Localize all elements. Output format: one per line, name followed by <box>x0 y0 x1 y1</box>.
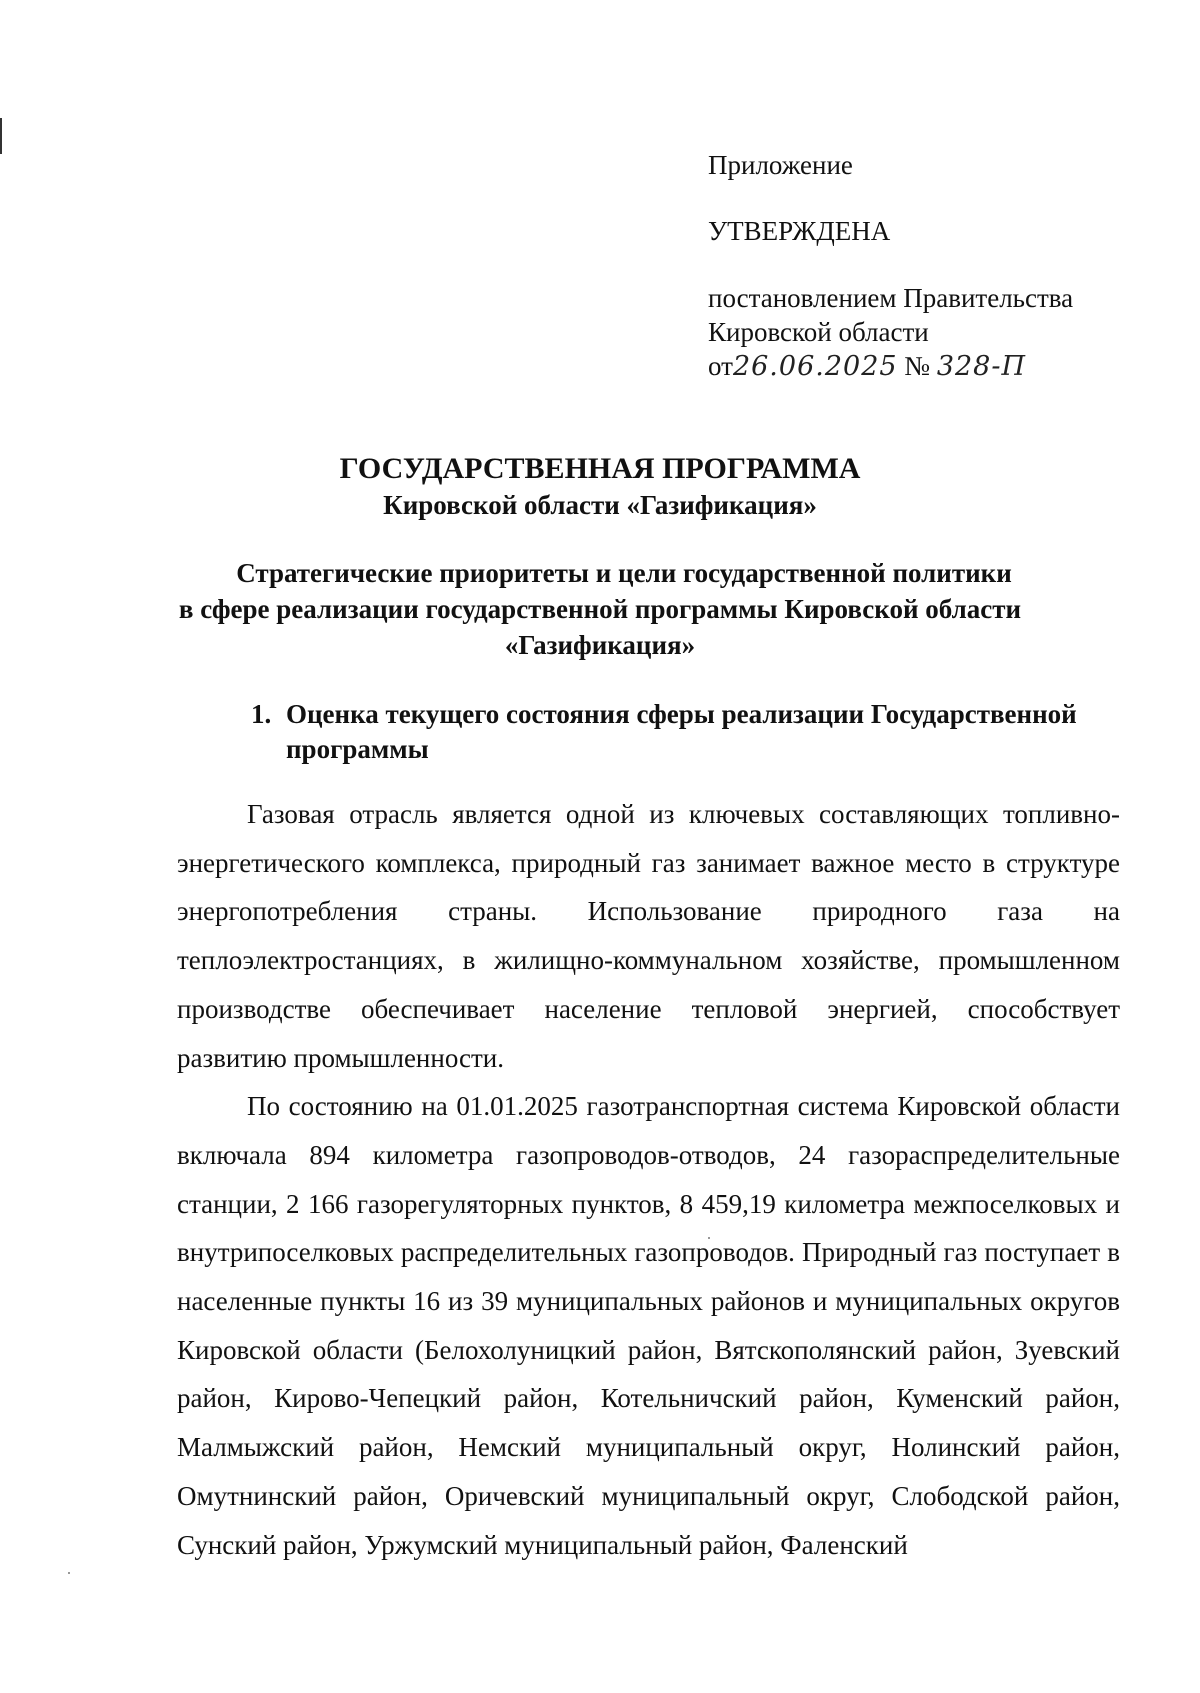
scan-speck <box>68 1572 70 1574</box>
paragraph-1: Газовая отрасль является одной из ключевых составляющих топливно-энергетического комплекса, природный газ занимает важное место в структуре энергопотребления страны. Использование природного газа на теплоэлектростанциях, в жилищно-коммунальном хозяйстве, промышленном производстве обеспечивает население тепловой энергией, способствует развитию промышленности. <box>177 799 1120 1073</box>
handwritten-date: 26.06.2025 <box>732 351 898 382</box>
number-sign: № <box>904 351 931 381</box>
priorities-heading <box>0 555 1200 663</box>
program-title: ГОСУДАРСТВЕННАЯ ПРОГРАММА <box>339 452 861 485</box>
paragraph-2: По состоянию на 01.01.2025 газотранспортная система Кировской области включала 894 километра газопроводов-отводов, 24 газораспределительные станции, 2 166 газорегуляторных пунктов, 8 459,19 километра межпоселковых и внутрипоселковых распределительных газопроводов. Природный газ поступает в населенные пункты 16 из 39 муниципальных районов и муниципальных округов Кировской области (Белохолуницкий район, Вятскополянский район, Зуевский район, Кирово-Чепецкий район, Котельничский район, Куменский район, Малмыжский район, Немский муниципальный округ, Нолинский район, Омутнинский район, Оричевский муниципальный округ, Слободской район, Сунский район, Уржумский муниципальный район, Фаленский <box>177 1091 1120 1560</box>
approved-by-line-1: постановлением Правительства <box>708 283 1074 313</box>
program-subtitle: Кировской области «Газификация» <box>383 490 817 520</box>
scan-edge-mark <box>0 118 2 154</box>
section-number: 1. <box>251 699 272 729</box>
appendix-label: Приложение <box>708 150 853 180</box>
date-prefix: от <box>708 351 733 381</box>
approval-date-line <box>708 349 1073 384</box>
approved-by-line-2: Кировской области <box>708 317 929 347</box>
priorities-heading-line-2: в сфере реализации государственной программы Кировской области <box>178 594 1022 624</box>
approved-label: УТВЕРЖДЕНА <box>708 216 891 246</box>
body-text <box>177 790 1120 1569</box>
section-1-heading <box>251 697 1131 767</box>
priorities-heading-line-1: Стратегические приоритеты и цели государственной политики <box>236 558 1012 588</box>
section-heading-text: Оценка текущего состояния сферы реализации Государственной программы <box>286 699 1077 764</box>
handwritten-number: 328-П <box>936 351 1027 382</box>
approval-block <box>708 148 1073 384</box>
priorities-heading-line-3: «Газификация» <box>504 630 696 660</box>
